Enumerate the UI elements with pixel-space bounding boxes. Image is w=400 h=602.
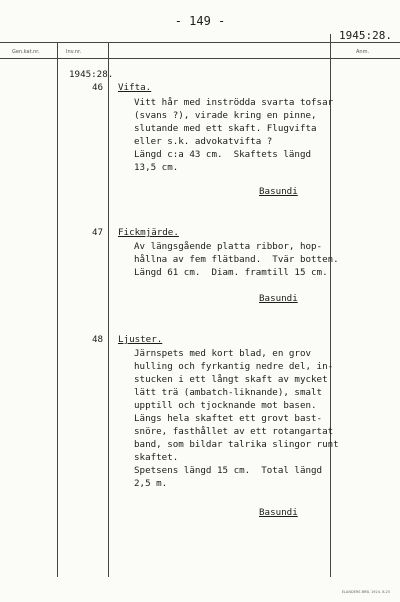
- printer-imprint: ELANDERS BRB. 1924. 8.25: [341, 590, 390, 594]
- description-line: 2,5 m.: [134, 478, 168, 489]
- description-line: upptill och tjocknande mot basen.: [134, 400, 317, 411]
- entry-number: 47: [92, 227, 104, 238]
- column-header-gen-kat: Gen.kat.nr.: [12, 49, 40, 55]
- entry-number: 46: [92, 82, 104, 93]
- entry-title: Fickmjärde.: [118, 227, 179, 238]
- column-header-inv: Inv.nr.: [66, 49, 82, 55]
- description-line: stucken i ett långt skaft av mycket: [134, 374, 328, 385]
- signature: Basundi: [259, 507, 298, 518]
- description-line: Spetsens längd 15 cm. Total längd: [134, 465, 323, 476]
- description-line: Längs hela skaftet ett grovt bast-: [134, 413, 323, 424]
- description-line: snöre, fasthållet av ett rotangartat: [134, 426, 334, 437]
- description-line: Av längsgående platta ribbor, hop-: [134, 241, 323, 252]
- entry-number: 48: [92, 334, 104, 345]
- entry-description: [134, 96, 333, 174]
- header-year: 1945:28.: [339, 29, 392, 42]
- description-line: Järnspets med kort blad, en grov: [134, 348, 312, 359]
- description-line: (svans ?), virade kring en pinne,: [134, 110, 317, 121]
- description-line: lätt trä (ambatch-liknande), smalt: [134, 387, 323, 398]
- column-header-anm: Anm.: [356, 49, 370, 55]
- entry-title: Vifta.: [118, 82, 152, 93]
- top-rule: [0, 42, 400, 43]
- description-line: 13,5 cm.: [134, 162, 179, 173]
- description-line: slutande med ett skaft. Flugvifta: [134, 123, 317, 134]
- signature: Basundi: [259, 293, 298, 304]
- description-line: band, som bildar talrika slingor runt: [134, 439, 339, 450]
- column-divider-2: [108, 42, 109, 577]
- entry-description: [134, 240, 339, 279]
- entry-title: Ljuster.: [118, 334, 163, 345]
- page-number: - 149 -: [174, 14, 226, 28]
- description-line: skaftet.: [134, 452, 179, 463]
- description-line: hulling och fyrkantig nedre del, in-: [134, 361, 334, 372]
- description-line: Längd 61 cm. Diam. framtill 15 cm.: [134, 267, 328, 278]
- description-line: Vitt hår med inströdda svarta tofsar: [134, 97, 334, 108]
- column-divider-1: [57, 42, 58, 577]
- signature: Basundi: [259, 186, 298, 197]
- entry-description: [134, 347, 339, 490]
- accession-number: 1945:28.: [69, 69, 114, 80]
- description-line: eller s.k. advokatvifta ?: [134, 136, 273, 147]
- description-line: Längd c:a 43 cm. Skaftets längd: [134, 149, 312, 160]
- description-line: hållna av fem flätband. Tvär botten.: [134, 254, 339, 265]
- header-rule: [0, 58, 400, 59]
